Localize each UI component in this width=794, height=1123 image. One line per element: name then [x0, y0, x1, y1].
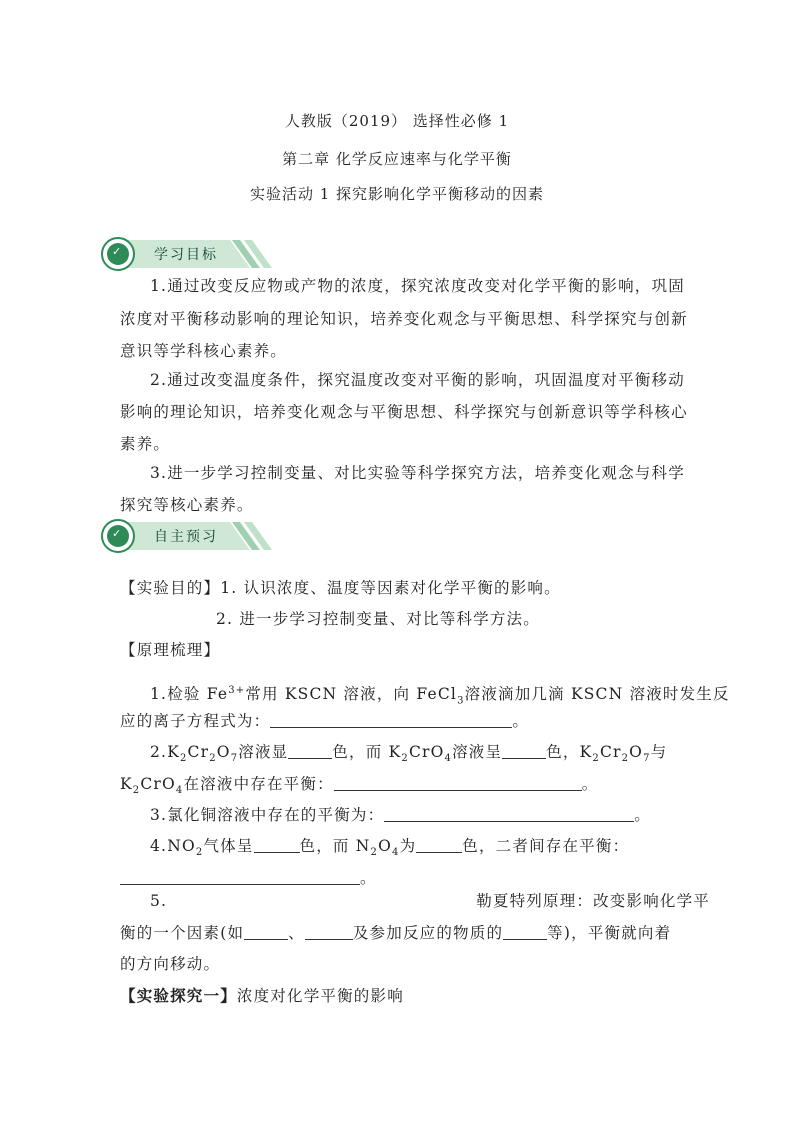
text: 3.氯化铜溶液中存在的平衡为：	[150, 806, 385, 824]
subscript: 3	[457, 695, 465, 707]
text: 应的离子方程式为：	[120, 712, 271, 730]
subscript: 4	[392, 847, 400, 859]
principle-item-5-line-3: 的方向移动。	[120, 955, 221, 973]
answer-blank[interactable]	[120, 869, 360, 885]
text: 常用 KSCN 溶液，向 FeCl	[245, 685, 458, 704]
subscript: 7	[643, 753, 651, 765]
text: 4.NO	[150, 837, 196, 855]
text: 。	[512, 712, 530, 730]
text: O	[216, 743, 231, 761]
answer-blank[interactable]	[244, 924, 288, 940]
text: 为	[399, 837, 417, 855]
subscript: 2	[401, 753, 409, 765]
subscript: 2	[132, 785, 141, 797]
goal-1-line-1: 1.通过改变反应物或产物的浓度，探究浓度改变对化学平衡的影响，巩固	[150, 277, 685, 295]
text: 在溶液中存在平衡：	[183, 775, 334, 793]
text: 气体呈	[203, 837, 254, 855]
check-icon: ✓	[112, 245, 122, 258]
text: 2.K	[150, 743, 180, 761]
subscript: 2	[621, 753, 630, 765]
goal-2-line-2: 影响的理论知识，培养变化观念与平衡思想、科学探究与创新意识等学科核心	[120, 403, 688, 421]
text: 色，而 N	[299, 837, 371, 855]
subscript: 2	[179, 753, 188, 765]
answer-blank[interactable]	[502, 743, 546, 759]
text: 溶液滴加几滴 KSCN 溶液时发生反	[464, 685, 730, 704]
text: 溶液呈	[452, 743, 503, 761]
principle-item-5-line-1	[120, 885, 710, 918]
text: 勒夏特列原理：改变影响化学平	[476, 892, 710, 910]
answer-blank[interactable]	[503, 924, 547, 940]
text: 及参加反应的物质的	[352, 924, 504, 942]
section-banner-preview	[100, 518, 280, 554]
purpose-line-2	[120, 603, 776, 636]
subscript: 4	[175, 785, 184, 797]
text: 。	[360, 869, 377, 887]
text: O	[629, 743, 644, 761]
activity-title: 实验活动 1 探究影响化学平衡移动的因素	[249, 185, 545, 203]
goal-2-line-1: 2.通过改变温度条件，探究温度改变对平衡的影响，巩固温度对平衡移动	[150, 371, 685, 389]
principle-item-5-line-2	[120, 917, 680, 950]
goal-1-line-3: 意识等学科核心素养。	[120, 342, 288, 360]
text: CrO	[408, 743, 445, 761]
section-title-preview: 自主预习	[154, 529, 218, 545]
answer-blank[interactable]	[384, 806, 634, 822]
explore-1-label: 【实验探究一】	[120, 986, 237, 1005]
goal-3-line-2: 探究等核心素养。	[120, 496, 254, 514]
answer-blank[interactable]	[334, 775, 582, 791]
text: 1.检验 Fe	[150, 685, 229, 704]
text: 溶液显	[238, 743, 289, 761]
subscript: 2	[370, 847, 379, 859]
text: 色，二者间存在平衡：	[462, 837, 630, 855]
text: 。	[634, 806, 651, 824]
purpose-label: 【实验目的】	[120, 579, 221, 597]
subscript: 2	[195, 847, 204, 859]
goal-2-line-3: 素养。	[120, 435, 171, 453]
text: Cr	[599, 743, 622, 761]
section-banner-goals	[100, 236, 280, 272]
text: 等)，平衡就向着	[547, 924, 672, 942]
principle-item-1-line-2	[120, 705, 680, 738]
subscript: 4	[444, 753, 453, 765]
purpose-item-1: 1. 认识浓度、温度等因素对化学平衡的影响。	[220, 579, 561, 597]
text: 。	[581, 775, 599, 793]
text: 、	[288, 924, 305, 942]
header-line-1: 人教版（2019） 选择性必修 1	[284, 112, 510, 130]
answer-blank[interactable]	[416, 837, 462, 853]
answer-blank[interactable]	[305, 924, 353, 940]
text: 与	[650, 743, 668, 761]
answer-blank[interactable]	[254, 837, 300, 853]
subscript: 2	[592, 753, 600, 765]
check-icon: ✓	[112, 527, 122, 540]
text: CrO	[140, 775, 176, 793]
subscript: 2	[209, 753, 217, 765]
principle-label: 【原理梳理】	[120, 641, 221, 659]
goal-1-line-2: 浓度对平衡移动影响的理论知识，培养变化观念与平衡思想、科学探究与创新	[120, 310, 688, 328]
text: 衡的一个因素(如	[120, 924, 245, 942]
purpose-item-2: 2. 进一步学习控制变量、对比等科学方法。	[216, 610, 540, 628]
explore-1-text: 浓度对化学平衡的影响	[236, 987, 404, 1005]
text: Cr	[187, 743, 210, 761]
subscript: 7	[230, 753, 239, 765]
goal-3-line-1: 3.进一步学习控制变量、对比实验等科学探究方法，培养变化观念与科学	[150, 464, 685, 482]
explore-1-heading	[120, 979, 680, 1013]
text: 色，而 K	[332, 743, 402, 761]
text: 色，K	[546, 743, 593, 761]
purpose-line-1	[120, 572, 680, 605]
chapter-title: 第二章 化学反应速率与化学平衡	[282, 150, 512, 168]
text: 5.	[150, 892, 168, 910]
principle-item-3	[120, 799, 710, 832]
section-title-goals: 学习目标	[154, 247, 218, 263]
answer-blank[interactable]	[288, 743, 332, 759]
text: K	[120, 775, 133, 793]
superscript: 3+	[228, 685, 246, 696]
answer-blank[interactable]	[270, 712, 512, 728]
text: O	[378, 837, 393, 855]
